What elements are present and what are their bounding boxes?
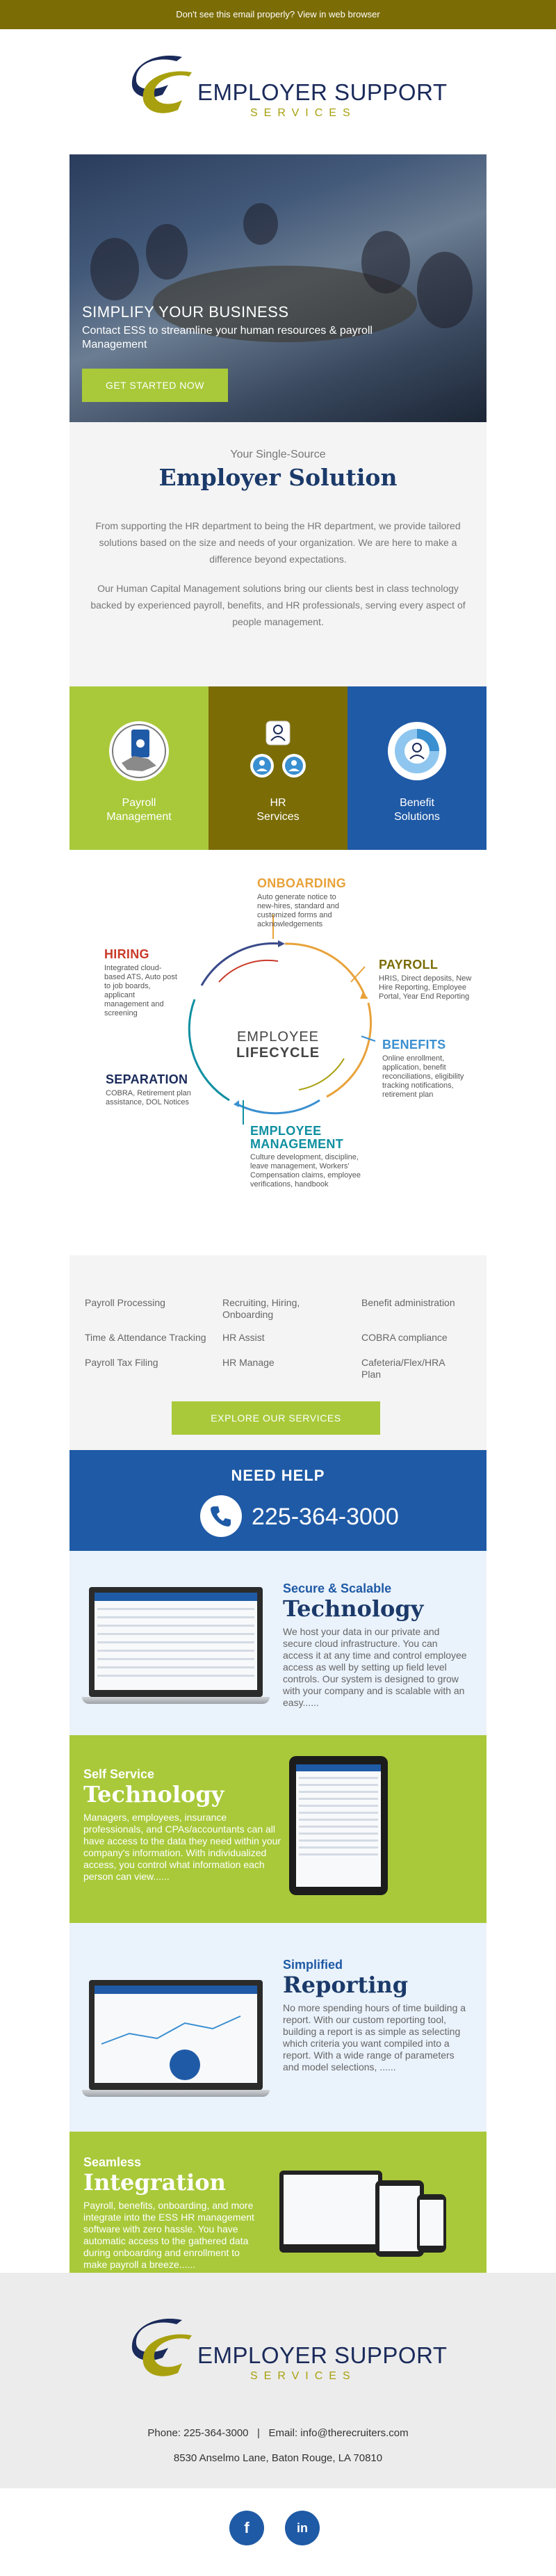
laptop-icon bbox=[82, 1587, 270, 1712]
hiring-title: HIRING bbox=[104, 947, 149, 961]
feature-3-title: Reporting bbox=[283, 1972, 409, 1998]
feature-4-body: Payroll, benefits, onboarding, and more integrate into the ESS HR management software with zero hassle. You have automatic access to the gathered data during onboarding and enrollment to make payroll a breeze...... bbox=[83, 2200, 254, 2270]
explore-services-button[interactable]: EXPLORE OUR SERVICES bbox=[172, 1401, 380, 1435]
footer-phone[interactable]: Phone: 225-364-3000 bbox=[147, 2427, 249, 2439]
feature-1-body: We host your data in our private and secure cloud infrastructure. You can access it at any time and control employee access as well by setting up field level controls. Our system is designed to grow with your company and is scalable with an easy...... bbox=[283, 1626, 467, 1708]
feature-seamless-integration bbox=[70, 2132, 486, 2273]
service-item[interactable]: COBRA compliance bbox=[361, 1332, 448, 1343]
footer-contact bbox=[0, 2427, 556, 2439]
service-item[interactable]: Payroll Tax Filing bbox=[85, 1357, 158, 1368]
payroll-label-1: Payroll bbox=[122, 797, 156, 809]
hr-services-tile[interactable] bbox=[208, 686, 348, 850]
people-icon bbox=[247, 720, 309, 782]
feature-1-kicker: Secure & Scalable bbox=[283, 1581, 392, 1595]
employee-lifecycle bbox=[70, 850, 486, 1253]
hero-heading: SIMPLIFY YOUR BUSINESS bbox=[82, 303, 289, 321]
need-help-title: NEED HELP bbox=[231, 1467, 325, 1484]
separation-desc: COBRA, Retirement plan assistance, DOL Notices bbox=[106, 1089, 191, 1106]
feature-2-title: Technology bbox=[83, 1781, 224, 1808]
tablet-icon bbox=[289, 1756, 388, 1895]
footer-address: 8530 Anselmo Lane, Baton Rouge, LA 70810 bbox=[173, 2452, 383, 2464]
footer bbox=[0, 2273, 556, 2576]
footer-separator: | bbox=[257, 2427, 260, 2439]
benefit-label-2: Solutions bbox=[394, 811, 440, 823]
feature-3-body: No more spending hours of time building a report. With our custom reporting tool, building a report is as simple as selecting which criteria you want compiled into a report. With a wide range of parameters and model selections, ...... bbox=[283, 2002, 466, 2072]
service-item[interactable]: HR Assist bbox=[222, 1332, 265, 1343]
footer-brand-name: EMPLOYER SUPPORT bbox=[197, 2342, 448, 2368]
footer-social-band bbox=[0, 2488, 556, 2576]
get-started-button[interactable]: GET STARTED NOW bbox=[82, 369, 228, 402]
separation-title: SEPARATION bbox=[106, 1072, 188, 1086]
linkedin-icon[interactable]: in bbox=[285, 2511, 320, 2545]
hero-banner bbox=[70, 154, 486, 422]
help-phone[interactable] bbox=[200, 1495, 409, 1537]
service-item[interactable]: Payroll Processing bbox=[85, 1297, 165, 1308]
intro-paragraph-1: From supporting the HR department to being the HR department, we provide tailored solutions based on the size and needs of your organization. We are here to make a difference beyond expectations. bbox=[95, 520, 461, 565]
service-item[interactable]: Recruiting, Hiring, Onboarding bbox=[222, 1297, 300, 1320]
feature-2-kicker: Self Service bbox=[83, 1767, 155, 1781]
money-hand-icon bbox=[108, 720, 170, 782]
payroll-label-2: Management bbox=[106, 811, 172, 823]
footer-brand-logo bbox=[128, 2312, 448, 2388]
hero-text: Contact ESS to streamline your human resources & payroll Management bbox=[82, 325, 373, 351]
service-item[interactable]: HR Manage bbox=[222, 1357, 275, 1368]
help-phone-number[interactable]: 225-364-3000 bbox=[252, 1504, 399, 1530]
service-item[interactable]: Benefit administration bbox=[361, 1297, 455, 1308]
onboarding-desc: Auto generate notice to new-hires, standard and customized forms and acknowledgements bbox=[257, 893, 340, 928]
feature-4-kicker: Seamless bbox=[83, 2155, 142, 2169]
person-shape bbox=[243, 203, 278, 245]
feature-4-title: Integration bbox=[83, 2169, 226, 2196]
lifecycle-center-1: EMPLOYEE bbox=[236, 1029, 320, 1045]
hr-label-2: Services bbox=[256, 811, 300, 823]
feature-simplified-reporting bbox=[70, 1923, 486, 2132]
intro-section bbox=[70, 422, 486, 686]
ess-logo-mark-icon bbox=[128, 49, 197, 125]
pie-person-icon bbox=[386, 720, 448, 782]
view-in-browser-link[interactable]: Don't see this email properly? View in web browser bbox=[176, 9, 380, 19]
footer-brand-sub: SERVICES bbox=[250, 2370, 357, 2382]
person-shape bbox=[417, 252, 473, 328]
management-title: EMPLOYEE MANAGEMENT bbox=[250, 1124, 343, 1151]
laptop-icon bbox=[82, 1980, 270, 2105]
view-in-browser-bar[interactable] bbox=[0, 0, 556, 29]
service-item[interactable]: Cafeteria/Flex/HRA Plan bbox=[361, 1357, 445, 1380]
management-desc: Culture development, discipline, leave management, Workers' Compensation claims, employee verifications, handbook bbox=[250, 1153, 361, 1189]
monitor-icon bbox=[279, 2171, 382, 2253]
hiring-desc: Integrated cloud-based ATS, Auto post to job boards, applicant management and screening bbox=[104, 964, 177, 1017]
phone-device-icon bbox=[417, 2194, 446, 2253]
phone-icon bbox=[200, 1495, 242, 1537]
stage-payroll bbox=[379, 958, 483, 1001]
footer-email[interactable]: Email: info@therecruiters.com bbox=[268, 2427, 409, 2439]
lifecycle-center-2: LIFECYCLE bbox=[236, 1045, 320, 1061]
stage-employee-management bbox=[250, 1125, 368, 1189]
service-columns bbox=[70, 686, 486, 850]
onboarding-title: ONBOARDING bbox=[257, 876, 346, 890]
feature-2-body: Managers, employees, insurance professionals, and CPAs/accountants can all have access to the data they need within your company's information. With individualized access, you control what information each person can view...... bbox=[83, 1812, 281, 1882]
stage-onboarding bbox=[257, 876, 348, 929]
person-shape bbox=[90, 238, 139, 300]
intro-paragraph-2: Our Human Capital Management solutions bring our clients best in class technology backed by experienced payroll, benefits, and HR professionals, serving every aspect of people management. bbox=[90, 583, 466, 627]
brand-sub: SERVICES bbox=[250, 107, 357, 119]
person-shape bbox=[361, 231, 410, 293]
stage-hiring bbox=[104, 947, 181, 1018]
benefits-desc: Online enrollment, application, benefit reconciliations, eligibility tracking notifications, retirement plan bbox=[382, 1054, 464, 1099]
benefits-title: BENEFITS bbox=[382, 1038, 446, 1052]
feature-secure-technology bbox=[70, 1551, 486, 1735]
facebook-icon[interactable]: f bbox=[229, 2511, 264, 2545]
payroll-desc: HRIS, Direct deposits, New Hire Reporting, Employee Portal, Year End Reporting bbox=[379, 974, 472, 1001]
stage-separation bbox=[106, 1072, 203, 1107]
brand-logo bbox=[128, 49, 448, 125]
intro-kicker: Your Single-Source bbox=[230, 449, 326, 460]
payroll-title: PAYROLL bbox=[379, 958, 439, 972]
benefit-solutions-tile[interactable] bbox=[348, 686, 486, 850]
ess-logo-mark-icon bbox=[128, 2312, 197, 2388]
stage-benefits bbox=[382, 1038, 483, 1100]
service-item[interactable]: Time & Attendance Tracking bbox=[85, 1332, 206, 1343]
lifecycle-center bbox=[226, 1029, 330, 1061]
feature-3-kicker: Simplified bbox=[283, 1958, 343, 1972]
intro-title: Employer Solution bbox=[158, 464, 398, 491]
feature-1-title: Technology bbox=[283, 1595, 424, 1622]
services-list bbox=[70, 1255, 486, 1450]
brand-name: EMPLOYER SUPPORT bbox=[197, 79, 448, 105]
need-help-section bbox=[70, 1450, 486, 1551]
payroll-management-tile[interactable] bbox=[70, 686, 208, 850]
hr-label-1: HR bbox=[270, 797, 286, 809]
benefit-label-1: Benefit bbox=[400, 797, 434, 809]
person-shape bbox=[146, 224, 188, 280]
feature-self-service bbox=[70, 1735, 486, 1923]
